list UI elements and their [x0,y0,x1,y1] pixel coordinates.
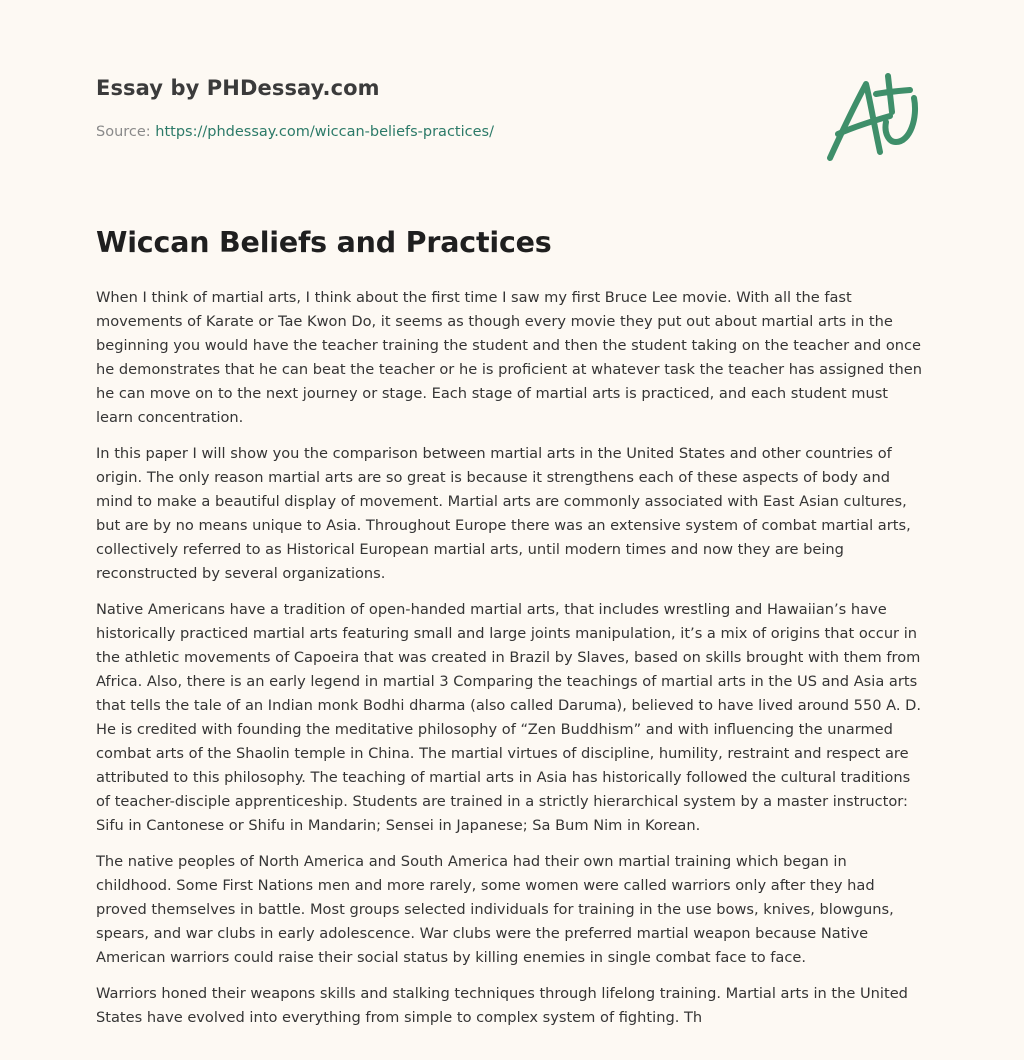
site-brand-title: Essay by PHDessay.com [96,76,380,100]
source-line [96,124,494,140]
essay-title: Wiccan Beliefs and Practices [96,226,552,259]
essay-paragraph: Warriors honed their weapons skills and stalking techniques through lifelong training. Martial arts in the United States have evolved into everything from simple to complex system of fighting. Th [96,985,908,1026]
a-plus-logo-icon [818,66,934,170]
essay-paragraph: Native Americans have a tradition of open-handed martial arts, that includes wrestling and Hawaiian’s have historically practiced martial arts featuring small and large joints manipulation, it’s a mix of origins that occur in the athletic movements of Capoeira that was created in Brazil by Slaves, based on skills brought with them from Africa. Also, there is an early legend in martial 3 Comparing the teachings of martial arts in the US and Asia arts that tells the tale of an Indian monk Bodhi dharma (also called Daruma), believed to have lived around 550 A. D. He is credited with founding the meditative philosophy of “Zen Buddhism” and with influencing the unarmed combat arts of the Shaolin temple in China. The martial virtues of discipline, humility, restraint and respect are attributed to this philosophy. The teaching of martial arts in Asia has historically followed the cultural traditions of teacher-disciple apprenticeship. Students are trained in a strictly hierarchical system by a master instructor: Sifu in Cantonese or Shifu in Mandarin; Sensei in Japanese; Sa Bum Nim in Korean. [96,601,922,834]
essay-paragraph: In this paper I will show you the comparison between martial arts in the United States and other countries of origin. The only reason martial arts are so great is because it strengthens each of these aspects of body and mind to make a beautiful display of movement. Martial arts are commonly associated with East Asian cultures, but are by no means unique to Asia. Throughout Europe there was an extensive system of combat martial arts, collectively referred to as Historical European martial arts, until modern times and now they are being reconstructed by several organizations. [96,445,911,582]
essay-paragraph: When I think of martial arts, I think about the first time I saw my first Bruce Lee movie. With all the fast movements of Karate or Tae Kwon Do, it seems as though every movie they put out about martial arts in the beginning you would have the teacher training the student and then the student taking on the teacher and once he demonstrates that he can beat the teacher or he is proficient at whatever task the teacher has assigned then he can move on to the next journey or stage. Each stage of martial arts is practiced, and each student must learn concentration. [96,289,922,426]
essay-paragraph: The native peoples of North America and South America had their own martial training which began in childhood. Some First Nations men and more rarely, some women were called warriors only after they had proved themselves in battle. Most groups selected individuals for training in the use bows, knives, blowguns, spears, and war clubs in early adolescence. War clubs were the preferred martial weapon because Native American warriors could raise their social status by killing enemies in single combat face to face. [96,853,894,966]
essay-body [96,286,926,1048]
source-link[interactable]: https://phdessay.com/wiccan-beliefs-practices/ [155,124,494,140]
source-label: Source: [96,124,151,140]
